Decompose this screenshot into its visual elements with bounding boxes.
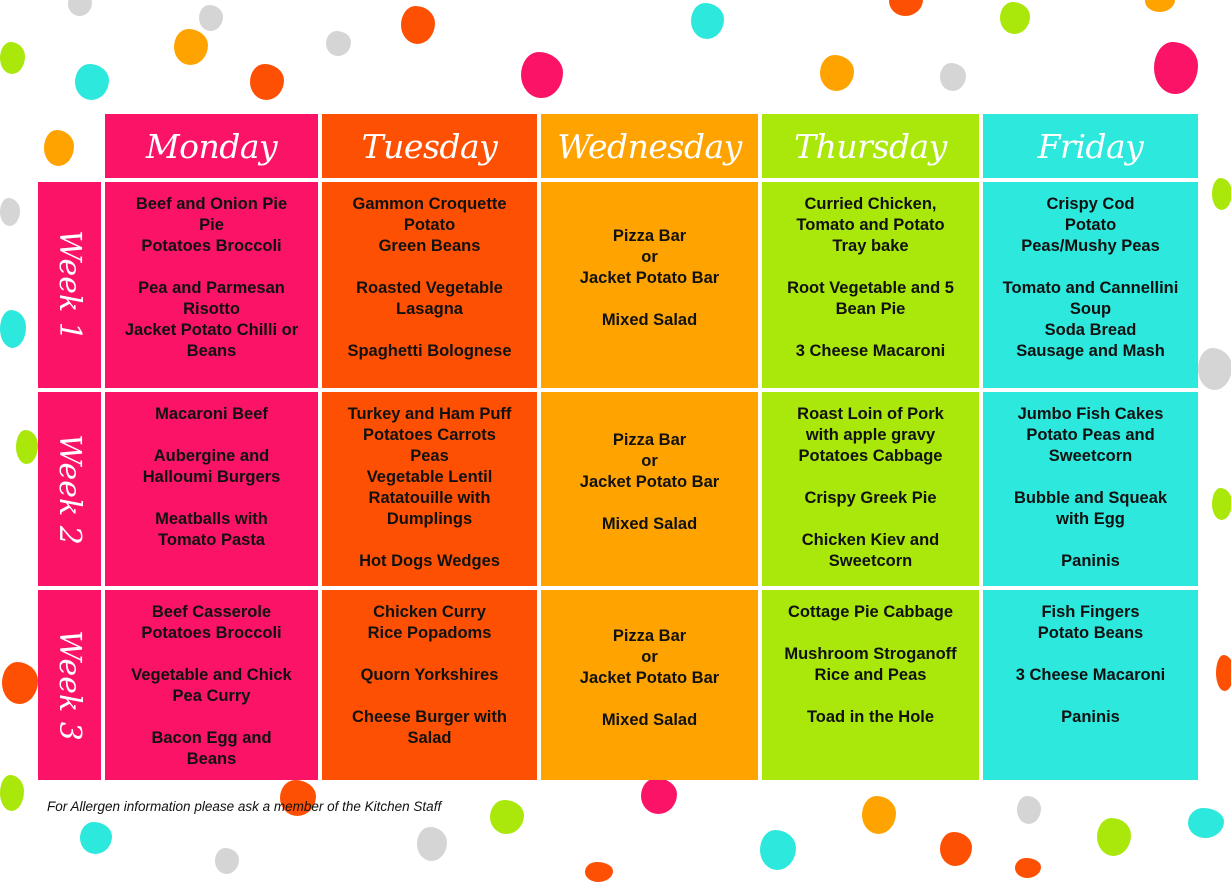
menu-cell-week2-wednesday — [541, 392, 758, 586]
menu-line: Bacon Egg and — [151, 729, 272, 747]
menu-line: Salad — [407, 729, 452, 747]
menu-line: or — [641, 647, 658, 666]
menu-grid — [38, 114, 1198, 780]
menu-line: Macaroni Beef — [155, 405, 268, 423]
menu-line: Jacket Potato Chilli or — [124, 321, 299, 339]
menu-cell-week3-wednesday — [541, 590, 758, 780]
allergen-footnote: For Allergen information please ask a member of the Kitchen Staff — [47, 799, 442, 814]
menu-cell-week1-tuesday — [322, 182, 537, 388]
decorative-dot — [760, 830, 796, 870]
menu-line: Sweetcorn — [828, 552, 913, 570]
menu-line: 3 Cheese Macaroni — [1015, 666, 1166, 684]
menu-cell-week3-thursday — [762, 590, 979, 780]
menu-line: Peas — [410, 447, 449, 465]
menu-line: Pea Curry — [172, 687, 251, 705]
decorative-dot — [1154, 42, 1198, 94]
decorative-dot — [1015, 858, 1041, 878]
decorative-dot — [0, 310, 26, 348]
decorative-dot — [401, 6, 435, 44]
menu-line: Curried Chicken, — [804, 195, 937, 213]
menu-line: Sausage and Mash — [1016, 342, 1165, 360]
menu-line: Potatoes Broccoli — [141, 624, 282, 642]
day-header-tuesday: Tuesday — [322, 114, 537, 178]
menu-line: Pizza Bar — [612, 626, 687, 645]
week-label-text: Week 1 — [52, 229, 88, 341]
decorative-dot — [0, 42, 25, 74]
decorative-dot — [940, 832, 972, 866]
menu-line: Crispy Cod — [1046, 195, 1135, 213]
menu-line: Potatoes Broccoli — [141, 237, 282, 255]
menu-cell-week1-wednesday — [541, 182, 758, 388]
menu-cell-week2-tuesday — [322, 392, 537, 586]
menu-line: Cottage Pie Cabbage — [787, 603, 954, 621]
week-label-text: Week 2 — [52, 433, 88, 545]
menu-line: Pea and Parmesan — [138, 279, 285, 297]
menu-cell-week3-monday — [105, 590, 318, 780]
decorative-dot — [1216, 655, 1231, 691]
menu-line: Potato — [1064, 216, 1117, 234]
menu-line: Soda Bread — [1044, 321, 1137, 339]
menu-line: Gammon Croquette — [352, 195, 507, 213]
menu-cell-week2-thursday — [762, 392, 979, 586]
menu-line: Potato Beans — [1037, 624, 1144, 642]
menu-line: Potato Peas and — [1026, 426, 1155, 444]
decorative-dot — [1017, 796, 1041, 824]
menu-cell-week1-friday — [983, 182, 1198, 388]
decorative-dot — [1188, 808, 1224, 838]
decorative-dot — [0, 198, 20, 226]
menu-line: Rice and Peas — [814, 666, 927, 684]
menu-line: Lasagna — [396, 300, 463, 318]
menu-line: Chicken Curry — [373, 603, 486, 621]
menu-line: Beans — [186, 750, 237, 768]
decorative-dot — [1145, 0, 1175, 12]
menu-line: Vegetable and Chick — [131, 666, 292, 684]
day-header-thursday: Thursday — [762, 114, 979, 178]
day-header-wednesday: Wednesday — [541, 114, 758, 178]
decorative-dot — [1198, 348, 1231, 390]
menu-cell-week1-monday — [105, 182, 318, 388]
decorative-dot — [940, 63, 966, 91]
menu-line: Spaghetti Bolognese — [347, 342, 512, 360]
menu-line: Cheese Burger with — [352, 708, 507, 726]
menu-line: or — [641, 451, 658, 470]
menu-line: Soup — [1069, 300, 1112, 318]
menu-cell-week2-monday — [105, 392, 318, 586]
menu-line: Turkey and Ham Puff — [347, 405, 512, 423]
decorative-dot — [862, 796, 896, 834]
menu-line: Jacket Potato Bar — [579, 668, 720, 687]
menu-line: Jumbo Fish Cakes — [1017, 405, 1164, 423]
menu-line: Beef and Onion Pie — [135, 195, 288, 213]
menu-line: Halloumi Burgers — [142, 468, 281, 486]
menu-line: Meatballs with — [155, 510, 268, 528]
menu-line: Roast Loin of Pork — [797, 405, 944, 423]
menu-line: Tomato and Potato — [796, 216, 945, 234]
decorative-dot — [691, 3, 724, 39]
menu-line: Paninis — [1061, 552, 1120, 570]
menu-line: or — [641, 247, 658, 266]
decorative-dot — [1000, 2, 1030, 34]
decorative-dot — [16, 430, 38, 464]
week-label-1 — [38, 182, 101, 388]
menu-line: Vegetable Lentil — [366, 468, 493, 486]
day-header-friday: Friday — [983, 114, 1198, 178]
menu-cell-week2-friday — [983, 392, 1198, 586]
menu-cell-week1-thursday — [762, 182, 979, 388]
decorative-dot — [1212, 488, 1231, 520]
menu-line: with apple gravy — [805, 426, 936, 444]
menu-line: Potato — [403, 216, 456, 234]
menu-line: Mixed Salad — [601, 514, 698, 533]
menu-line: Dumplings — [386, 510, 473, 528]
menu-line: Rice Popadoms — [367, 624, 492, 642]
decorative-dot — [490, 800, 524, 834]
menu-line: Root Vegetable and 5 — [787, 279, 954, 297]
week-label-2 — [38, 392, 101, 586]
menu-line: Toad in the Hole — [806, 708, 935, 726]
menu-line: Sweetcorn — [1048, 447, 1133, 465]
grid-corner — [38, 114, 101, 178]
decorative-dot — [75, 64, 109, 100]
decorative-dot — [889, 0, 923, 16]
day-header-monday: Monday — [105, 114, 318, 178]
decorative-dot — [0, 775, 24, 811]
menu-line: Paninis — [1061, 708, 1120, 726]
menu-line: Jacket Potato Bar — [579, 268, 720, 287]
menu-line: Potatoes Carrots — [363, 426, 496, 444]
menu-line: Roasted Vegetable — [356, 279, 503, 297]
menu-line: Pie — [199, 216, 224, 234]
menu-line: Tray bake — [832, 237, 909, 255]
decorative-dot — [2, 662, 38, 704]
menu-line: 3 Cheese Macaroni — [795, 342, 946, 360]
menu-line: Beef Casserole — [151, 603, 272, 621]
decorative-dot — [585, 862, 613, 882]
menu-line: with Egg — [1056, 510, 1125, 528]
menu-line: Green Beans — [378, 237, 481, 255]
menu-line: Crispy Greek Pie — [804, 489, 937, 507]
menu-line: Fish Fingers — [1041, 603, 1140, 621]
menu-line: Beans — [186, 342, 237, 360]
menu-line: Chicken Kiev and — [801, 531, 940, 549]
menu-line: Bean Pie — [835, 300, 906, 318]
week-label-text: Week 3 — [52, 629, 88, 741]
decorative-dot — [199, 5, 223, 31]
decorative-dot — [174, 29, 208, 65]
menu-line: Mixed Salad — [601, 310, 698, 329]
menu-line: Hot Dogs Wedges — [359, 552, 500, 570]
menu-line: Peas/Mushy Peas — [1021, 237, 1160, 255]
decorative-dot — [521, 52, 563, 98]
menu-line: Risotto — [183, 300, 240, 318]
menu-line: Quorn Yorkshires — [360, 666, 499, 684]
menu-line: Tomato Pasta — [158, 531, 265, 549]
decorative-dot — [641, 778, 677, 814]
week-label-3 — [38, 590, 101, 780]
menu-line: Pizza Bar — [612, 430, 687, 449]
menu-line: Bubble and Squeak — [1013, 489, 1168, 507]
decorative-dot — [820, 55, 854, 91]
menu-line: Tomato and Cannellini — [1002, 279, 1179, 297]
menu-line: Mushroom Stroganoff — [784, 645, 957, 663]
decorative-dot — [68, 0, 92, 16]
menu-line: Pizza Bar — [612, 226, 687, 245]
menu-line: Aubergine and — [153, 447, 270, 465]
menu-line: Ratatouille with — [368, 489, 491, 507]
decorative-dot — [1212, 178, 1231, 210]
decorative-dot — [215, 848, 239, 874]
menu-line: Potatoes Cabbage — [798, 447, 943, 465]
decorative-dot — [250, 64, 284, 100]
decorative-dot — [80, 822, 112, 854]
decorative-dot — [326, 31, 351, 56]
decorative-dot — [417, 827, 447, 861]
decorative-dot — [1097, 818, 1131, 856]
menu-line: Mixed Salad — [601, 710, 698, 729]
menu-line: Jacket Potato Bar — [579, 472, 720, 491]
menu-cell-week3-tuesday — [322, 590, 537, 780]
menu-cell-week3-friday — [983, 590, 1198, 780]
